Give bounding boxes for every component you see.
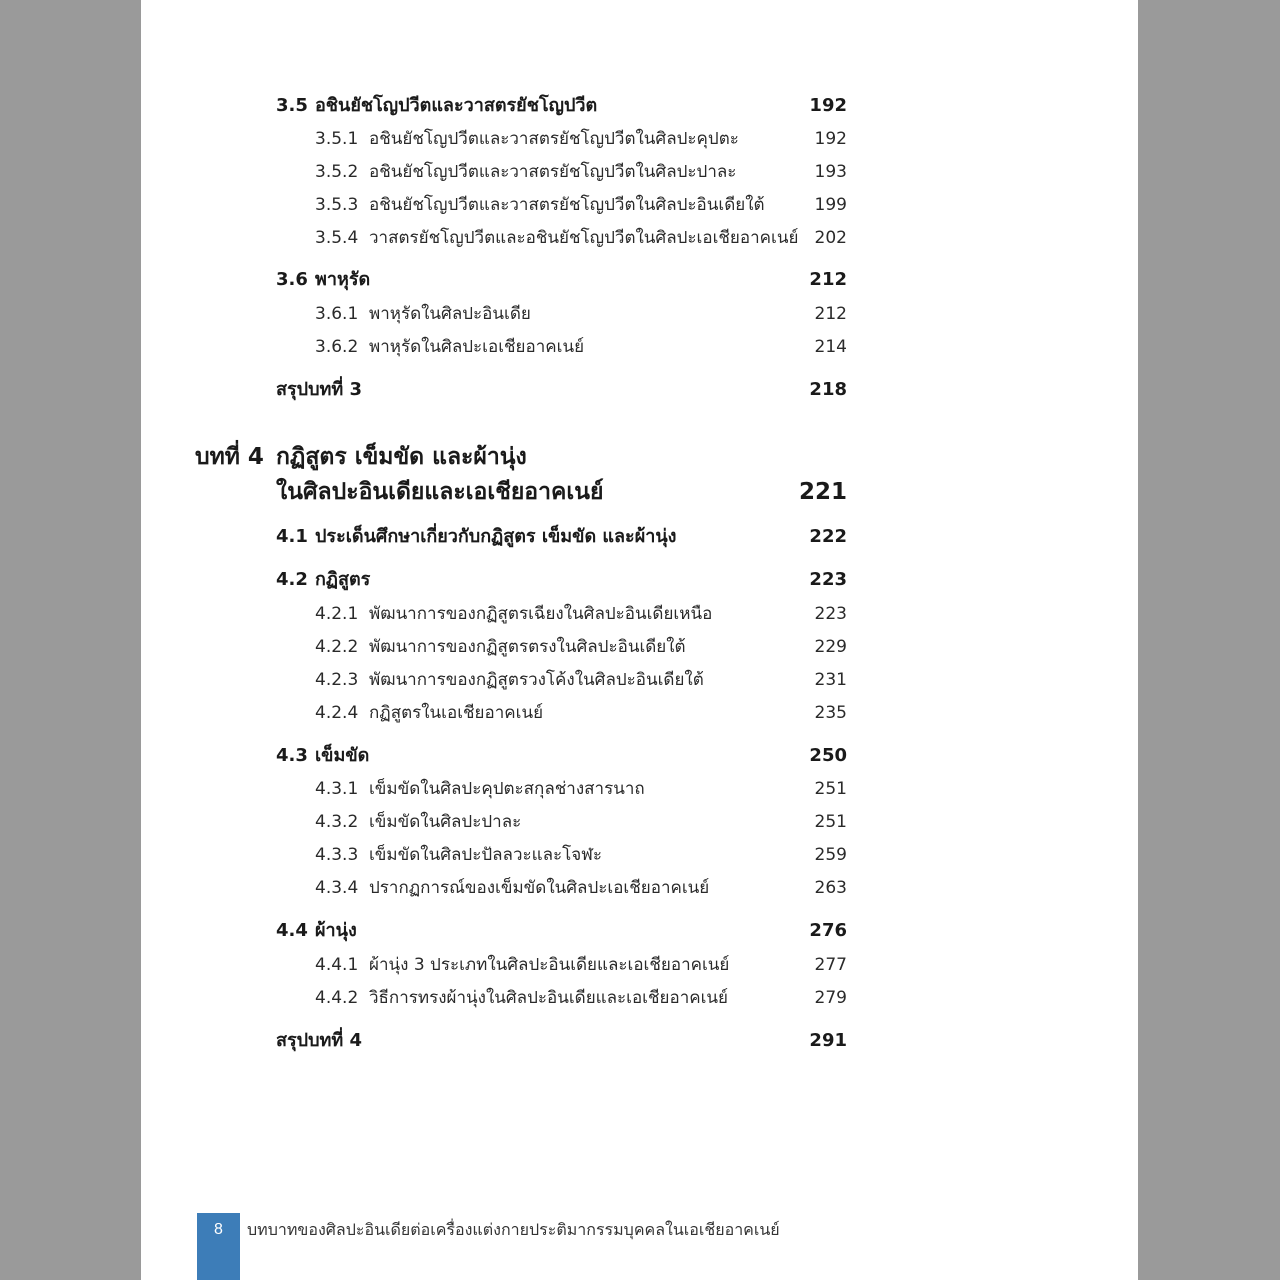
subsection-title: อชินยัชโญปวีตและวาสตรยัชโญปวีตในศิลปะคุปตะ bbox=[369, 129, 739, 149]
summary-page: 291 bbox=[809, 1030, 847, 1051]
toc-subsection-4-3-2[interactable] bbox=[141, 807, 1138, 837]
subsection-page: 259 bbox=[814, 845, 847, 865]
subsection-title: พาหุรัดในศิลปะเอเชียอาคเนย์ bbox=[369, 337, 585, 357]
section-number: 3.5 bbox=[276, 95, 308, 116]
toc-subsection-4-2-4[interactable] bbox=[141, 698, 1138, 728]
subsection-page: 223 bbox=[814, 604, 847, 624]
subsection-number: 4.2.3 bbox=[315, 670, 359, 690]
subsection-number: 4.3.3 bbox=[315, 845, 359, 865]
subsection-number: 3.5.3 bbox=[315, 195, 359, 215]
toc-subsection-3-6-2[interactable] bbox=[141, 332, 1138, 362]
subsection-number: 4.2.1 bbox=[315, 604, 359, 624]
subsection-title: วิธีการทรงผ้านุ่งในศิลปะอินเดียและเอเชียอาคเนย์ bbox=[369, 988, 729, 1008]
section-title: เข็มขัด bbox=[315, 745, 370, 766]
subsection-page: 235 bbox=[814, 703, 847, 723]
subsection-title: ปรากฏการณ์ของเข็มขัดในศิลปะเอเชียอาคเนย์ bbox=[369, 878, 710, 898]
section-number: 4.1 bbox=[276, 526, 308, 547]
toc-subsection-3-5-1[interactable] bbox=[141, 124, 1138, 154]
subsection-number: 4.4.2 bbox=[315, 988, 359, 1008]
summary-title: สรุปบทที่ 3 bbox=[276, 379, 363, 400]
section-title: อชินยัชโญปวีตและวาสตรยัชโญปวีต bbox=[315, 95, 598, 116]
section-number: 3.6 bbox=[276, 269, 308, 290]
subsection-number: 3.5.4 bbox=[315, 228, 359, 248]
toc-subsection-3-5-4[interactable] bbox=[141, 223, 1138, 253]
section-title: ผ้านุ่ง bbox=[315, 920, 357, 941]
chapter-title-line2: ในศิลปะอินเดียและเอเชียอาคเนย์ bbox=[276, 479, 604, 505]
section-page: 250 bbox=[809, 745, 847, 766]
toc-section-4-2[interactable] bbox=[141, 565, 1138, 595]
toc-section-4-3[interactable] bbox=[141, 741, 1138, 771]
toc-subsection-3-5-3[interactable] bbox=[141, 190, 1138, 220]
toc-subsection-4-2-2[interactable] bbox=[141, 632, 1138, 662]
chapter-label: บทที่ 4 bbox=[195, 444, 264, 470]
section-page: 276 bbox=[809, 920, 847, 941]
section-number: 4.4 bbox=[276, 920, 308, 941]
toc-section-3-6[interactable] bbox=[141, 265, 1138, 295]
section-title: พาหุรัด bbox=[315, 269, 371, 290]
toc-subsection-4-3-1[interactable] bbox=[141, 774, 1138, 804]
toc-section-4-4[interactable] bbox=[141, 916, 1138, 946]
subsection-number: 4.3.2 bbox=[315, 812, 359, 832]
subsection-title: เข็มขัดในศิลปะปัลลวะและโจฬะ bbox=[369, 845, 603, 865]
subsection-number: 3.5.1 bbox=[315, 129, 359, 149]
subsection-page: 277 bbox=[814, 955, 847, 975]
subsection-page: 192 bbox=[814, 129, 847, 149]
toc-summary-chapter-3[interactable] bbox=[141, 375, 1138, 405]
toc-summary-chapter-4[interactable] bbox=[141, 1026, 1138, 1056]
section-page: 192 bbox=[809, 95, 847, 116]
summary-title: สรุปบทที่ 4 bbox=[276, 1030, 363, 1051]
toc-subsection-3-5-2[interactable] bbox=[141, 157, 1138, 187]
toc-section-4-1[interactable] bbox=[141, 522, 1138, 552]
subsection-title: วาสตรยัชโญปวีตและอชินยัชโญปวีตในศิลปะเอเชียอาคเนย์ bbox=[369, 228, 799, 248]
subsection-title: อชินยัชโญปวีตและวาสตรยัชโญปวีตในศิลปะอินเดียใต้ bbox=[369, 195, 765, 215]
section-title: ประเด็นศึกษาเกี่ยวกับกฏิสูตร เข็มขัด และผ้านุ่ง bbox=[315, 526, 677, 547]
section-number: 4.2 bbox=[276, 569, 308, 590]
subsection-title: พัฒนาการของกฏิสูตรตรงในศิลปะอินเดียใต้ bbox=[369, 637, 686, 657]
section-page: 223 bbox=[809, 569, 847, 590]
toc-subsection-4-4-2[interactable] bbox=[141, 983, 1138, 1013]
toc-subsection-4-3-4[interactable] bbox=[141, 873, 1138, 903]
subsection-title: ผ้านุ่ง 3 ประเภทในศิลปะอินเดียและเอเชียอาคเนย์ bbox=[369, 955, 730, 975]
subsection-page: 263 bbox=[814, 878, 847, 898]
subsection-page: 202 bbox=[814, 228, 847, 248]
toc-subsection-4-3-3[interactable] bbox=[141, 840, 1138, 870]
subsection-number: 3.5.2 bbox=[315, 162, 359, 182]
toc-subsection-4-2-1[interactable] bbox=[141, 599, 1138, 629]
subsection-page: 229 bbox=[814, 637, 847, 657]
subsection-number: 4.4.1 bbox=[315, 955, 359, 975]
subsection-title: พาหุรัดในศิลปะอินเดีย bbox=[369, 304, 531, 324]
toc-section-3-5[interactable] bbox=[141, 91, 1138, 121]
subsection-page: 214 bbox=[814, 337, 847, 357]
section-title: กฏิสูตร bbox=[315, 569, 371, 590]
subsection-title: พัฒนาการของกฏิสูตรวงโค้งในศิลปะอินเดียใต้ bbox=[369, 670, 704, 690]
subsection-number: 3.6.2 bbox=[315, 337, 359, 357]
document-page bbox=[141, 0, 1138, 1280]
subsection-page: 199 bbox=[814, 195, 847, 215]
running-footer-title: บทบาทของศิลปะอินเดียต่อเครื่องแต่งกายประติมากรรมบุคคลในเอเชียอาคเนย์ bbox=[247, 1222, 780, 1239]
subsection-number: 3.6.1 bbox=[315, 304, 359, 324]
subsection-number: 4.2.4 bbox=[315, 703, 359, 723]
page-number-tab bbox=[197, 1213, 240, 1280]
subsection-number: 4.3.4 bbox=[315, 878, 359, 898]
subsection-page: 231 bbox=[814, 670, 847, 690]
subsection-page: 251 bbox=[814, 812, 847, 832]
page-number: 8 bbox=[214, 1221, 223, 1238]
subsection-number: 4.3.1 bbox=[315, 779, 359, 799]
subsection-page: 279 bbox=[814, 988, 847, 1008]
subsection-title: เข็มขัดในศิลปะคุปตะสกุลช่างสารนาถ bbox=[369, 779, 645, 799]
subsection-page: 212 bbox=[814, 304, 847, 324]
toc-subsection-4-4-1[interactable] bbox=[141, 950, 1138, 980]
subsection-page: 251 bbox=[814, 779, 847, 799]
subsection-title: เข็มขัดในศิลปะปาละ bbox=[369, 812, 522, 832]
summary-page: 218 bbox=[809, 379, 847, 400]
section-number: 4.3 bbox=[276, 745, 308, 766]
toc-subsection-3-6-1[interactable] bbox=[141, 299, 1138, 329]
section-page: 212 bbox=[809, 269, 847, 290]
chapter-title-line1: กฏิสูตร เข็มขัด และผ้านุ่ง bbox=[276, 444, 527, 470]
subsection-page: 193 bbox=[814, 162, 847, 182]
chapter-page: 221 bbox=[798, 479, 847, 505]
toc-subsection-4-2-3[interactable] bbox=[141, 665, 1138, 695]
subsection-title: พัฒนาการของกฏิสูตรเฉียงในศิลปะอินเดียเหนือ bbox=[369, 604, 713, 624]
subsection-title: กฏิสูตรในเอเชียอาคเนย์ bbox=[369, 703, 544, 723]
subsection-title: อชินยัชโญปวีตและวาสตรยัชโญปวีตในศิลปะปาละ bbox=[369, 162, 737, 182]
section-page: 222 bbox=[809, 526, 847, 547]
subsection-number: 4.2.2 bbox=[315, 637, 359, 657]
